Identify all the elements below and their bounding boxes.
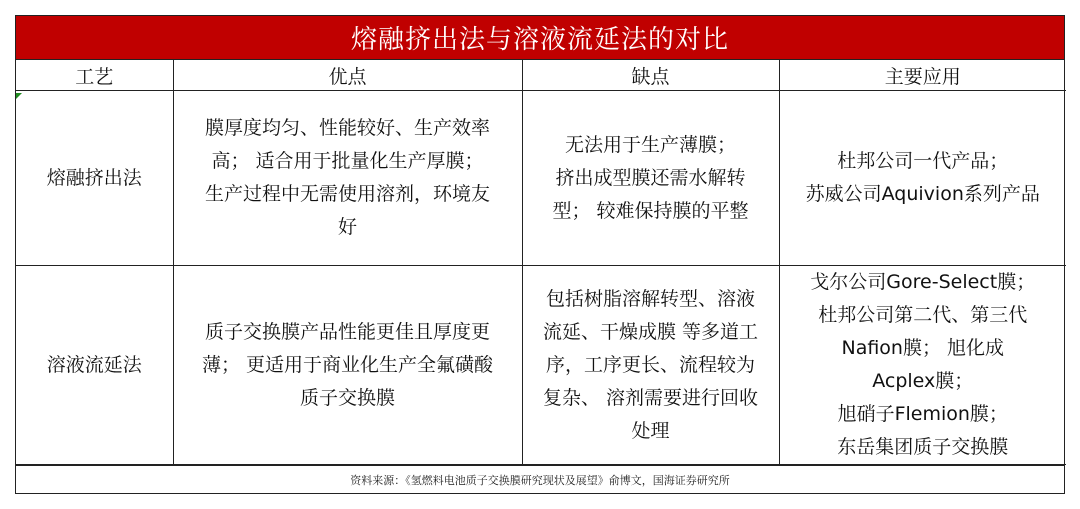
- text-line: 膜厚度均匀、性能较好、生产效率: [204, 117, 490, 139]
- header-applications: 主要应用: [779, 60, 1066, 91]
- text-line: 高； 适合用于批量化生产厚膜；: [211, 150, 484, 172]
- text-line: 处理: [631, 419, 670, 442]
- process-cell: 熔融挤出法: [16, 91, 173, 266]
- text-line: 东岳集团质子交换膜: [837, 436, 1009, 458]
- text-line: 生产过程中无需使用溶剂，环境友: [204, 183, 490, 205]
- header-process: 工艺: [16, 60, 173, 91]
- text-line: 苏威公司Aquivion系列产品: [805, 183, 1040, 205]
- table-title: 熔融挤出法与溶液流延法的对比: [16, 16, 1064, 60]
- text-line: 型； 较难保持膜的平整: [552, 199, 749, 222]
- text-line: 杜邦公司第二代、第三代: [818, 304, 1028, 326]
- comparison-table: [16, 60, 1066, 465]
- text-line: 旭硝子Flemion膜；: [837, 403, 1008, 425]
- table-row: [16, 266, 1066, 465]
- source-note: 资料来源：《氢燃料电池质子交换膜研究现状及展望》俞博文，国海证券研究所: [16, 465, 1064, 493]
- text-line: 好: [337, 216, 357, 238]
- applications-cell: [779, 266, 1066, 465]
- text-line: 流延、干燥成膜 等多道工: [542, 320, 759, 343]
- text-line: 薄； 更适用于商业化生产全氟磺酸: [201, 353, 494, 376]
- text-line: 挤出成型膜还需水解转: [555, 166, 746, 189]
- header-row: [16, 60, 1066, 91]
- text-line: 包括树脂溶解转型、溶液: [545, 287, 755, 310]
- pros-cell: [173, 266, 522, 465]
- text-line: Acplex膜；: [872, 370, 974, 392]
- text-line: 序，工序更长、流程较为: [545, 353, 755, 376]
- table-row: [16, 91, 1066, 266]
- text-line: 戈尔公司Gore-Select膜；: [810, 271, 1036, 293]
- text-line: 无法用于生产薄膜；: [564, 133, 736, 156]
- cons-cell: [522, 91, 779, 266]
- text-line: 杜邦公司一代产品；: [837, 150, 1009, 172]
- applications-cell: [779, 91, 1066, 266]
- header-pros: 优点: [173, 60, 522, 91]
- text-line: Nafion膜； 旭化成: [841, 337, 1005, 359]
- text-line: 质子交换膜: [299, 386, 395, 409]
- cons-cell: [522, 266, 779, 465]
- pros-cell: [173, 91, 522, 266]
- process-cell: 溶液流延法: [16, 266, 173, 465]
- comparison-table-frame: [15, 15, 1065, 494]
- text-line: 质子交换膜产品性能更佳且厚度更: [204, 320, 490, 343]
- text-line: 复杂、 溶剂需要进行回收: [542, 386, 759, 409]
- header-cons: 缺点: [522, 60, 779, 91]
